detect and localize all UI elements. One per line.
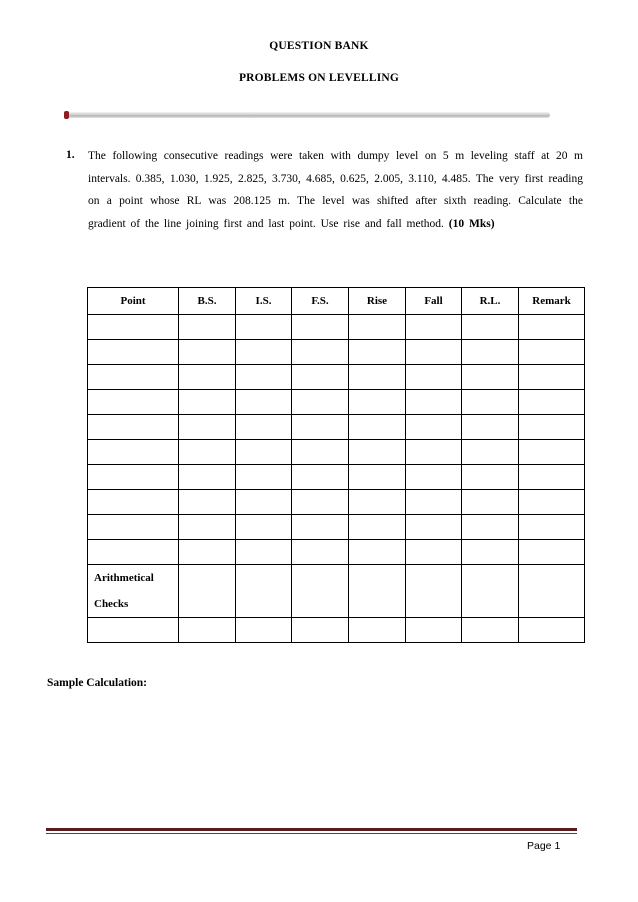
arithmetic-check-label: [88, 565, 179, 618]
table-row: [88, 515, 585, 540]
table-row: [88, 465, 585, 490]
column-header-bs: B.S.: [179, 288, 236, 315]
arithmetic-check-row: [88, 565, 585, 618]
column-header-fs: F.S.: [292, 288, 349, 315]
footer-divider: [46, 828, 577, 831]
table-row: [88, 540, 585, 565]
header-divider: [64, 109, 550, 123]
arithmetic-label-line1: Arithmetical: [94, 572, 154, 584]
column-header-is: I.S.: [236, 288, 292, 315]
sample-calculation-label: Sample Calculation:: [47, 677, 147, 689]
column-header-remark: Remark: [519, 288, 585, 315]
levelling-table: [87, 287, 585, 643]
column-header-point: Point: [88, 288, 179, 315]
table-row: [88, 490, 585, 515]
page-title: QUESTION BANK: [269, 40, 369, 52]
page-subtitle: PROBLEMS ON LEVELLING: [238, 72, 400, 84]
table-row: [88, 618, 585, 643]
question-body: The following consecutive readings were taken with dumpy level on 5 m leveling staff at 20 m intervals. 0.385, 1.030, 1.925, 2.825, 3.730, 4.685, 0.625, 2.005, 3.110, 4.485. The very first reading on a point whose RL was 208.125 m. The level was shifted after sixth reading. Calculate the gradient of the line joining first and last point. Use rise and fall method.: [88, 150, 583, 230]
table-row: [88, 365, 585, 390]
divider-bar: [64, 112, 550, 118]
table-row: [88, 390, 585, 415]
column-header-rise: Rise: [349, 288, 406, 315]
table-row: [88, 340, 585, 365]
question-number: 1.: [66, 149, 75, 161]
question-marks: (10 Mks): [448, 217, 495, 230]
divider-cap: [64, 111, 69, 119]
column-header-fall: Fall: [406, 288, 462, 315]
table-row: [88, 440, 585, 465]
footer-divider-thin: [46, 833, 577, 834]
table-row: [88, 315, 585, 340]
arithmetic-label-line2: Checks: [94, 598, 129, 610]
column-header-rl: R.L.: [462, 288, 519, 315]
question-text: [88, 145, 583, 235]
table-row: [88, 415, 585, 440]
table-header-row: [88, 288, 585, 315]
page-number: Page 1: [527, 840, 561, 852]
